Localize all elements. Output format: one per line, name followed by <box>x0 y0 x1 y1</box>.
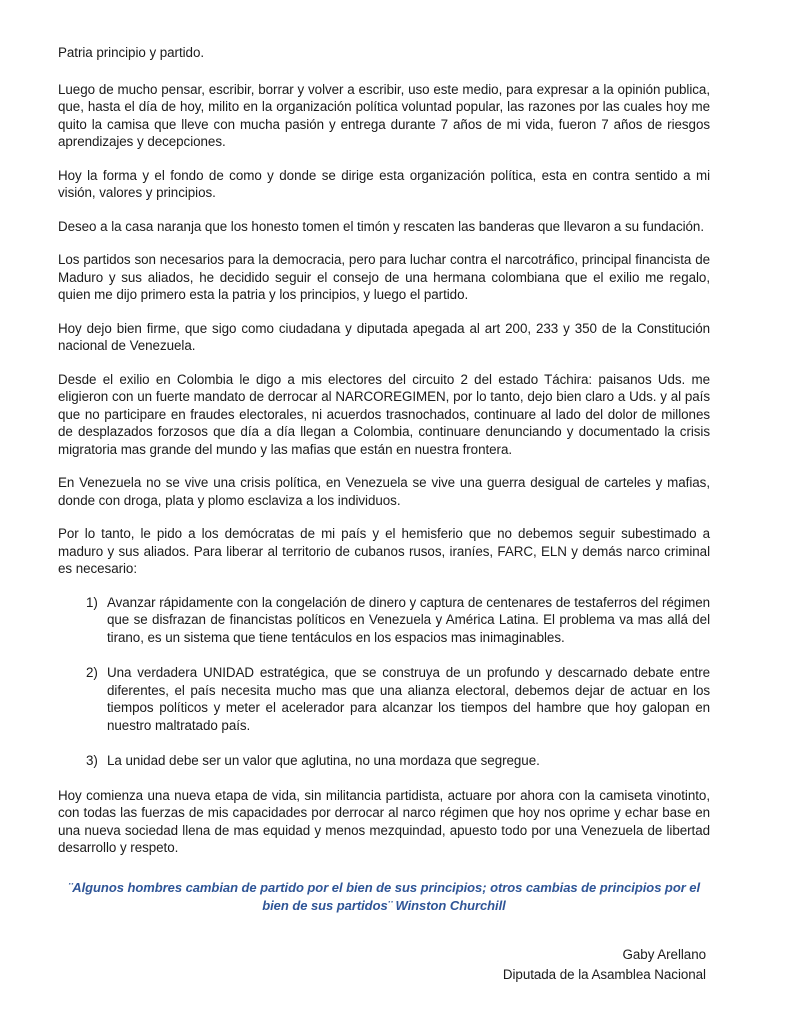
letter-paragraph: Hoy dejo bien firme, que sigo como ciudadana y diputada apegada al art 200, 233 y 350 de la Constitución nacional de Venezuela. <box>58 320 710 353</box>
list-item-text: La unidad debe ser un valor que aglutina, no una mordaza que segregue. <box>107 753 540 768</box>
letter-page <box>58 44 710 985</box>
letter-paragraph: Por lo tanto, le pido a los demócratas de mi país y el hemisferio que no debemos seguir subestimado a maduro y sus aliados. Para liberar al territorio de cubanos rusos, iraníes, FARC, ELN y demás narco criminal es necesario: <box>58 526 710 576</box>
signature-title: Diputada de la Asamblea Nacional <box>502 966 706 982</box>
letter-paragraph: Desde el exilio en Colombia le digo a mis electores del circuito 2 del estado Táchira: paisanos Uds. me eligieron con un fuerte mandato de derrocar al NARCOREGIMEN, por lo tanto, dejo bien claro a Uds. y al país que no participare en fraudes electorales, ni acuerdos trasnochados, continuare al lado del dolor de millones de desplazados forzosos que día a día llegan a Colombia, continuare denunciando y documentado la crisis migratoria mas grande del mundo y las mafias que están en nuestra frontera. <box>58 371 710 457</box>
letter-paragraph: Hoy la forma y el fondo de como y donde se dirige esta organización política, esta en contra sentido a mi visión, valores y principios. <box>58 167 710 200</box>
list-item <box>58 664 710 734</box>
list-item <box>58 594 710 647</box>
letter-greeting: Patria principio y partido. <box>58 45 205 60</box>
churchill-quote: ¨Algunos hombres cambian de partido por el bien de sus principios; otros cambias de principios por el bien de sus partidos¨ Winston Churchill <box>67 879 701 913</box>
list-item-number: 3) <box>86 753 98 768</box>
numbered-list <box>58 594 710 770</box>
list-item-number: 1) <box>86 594 98 610</box>
signature-name: Gaby Arellano <box>622 946 706 962</box>
letter-paragraph: En Venezuela no se vive una crisis política, en Venezuela se vive una guerra desigual de carteles y mafias, donde con droga, plata y plomo esclaviza a los individuos. <box>58 475 710 508</box>
list-item-number: 2) <box>86 665 98 680</box>
list-item-text: Avanzar rápidamente con la congelación de dinero y captura de centenares de testaferros del régimen que se disfrazan de financistas políticos en Venezuela y América Latina. El problema va mas allá del tirano, es un sistema que tiene tentáculos en los espacios mas inimaginables. <box>107 594 710 645</box>
letter-paragraph: Luego de mucho pensar, escribir, borrar y volver a escribir, uso este medio, para expresar a la opinión publica, que, hasta el día de hoy, milito en la organización política voluntad popular, las razones por las cuales hoy me quito la camisa que lleve con mucha pasión y entrega durante 7 años de mi vida, fueron 7 años de riesgos aprendizajes y decepciones. <box>58 81 710 149</box>
letter-paragraph: Los partidos son necesarios para la democracia, pero para luchar contra el narcotráfico, principal financista de Maduro y sus aliados, he decidido seguir el consejo de una hermana colombiana que el exilio me regalo, quien me dijo primero esta la patria y los principios, y luego el partido. <box>58 252 710 302</box>
letter-paragraph: Deseo a la casa naranja que los honesto tomen el timón y rescaten las banderas que llevaron a su fundación. <box>58 218 704 234</box>
signature-block <box>58 945 710 985</box>
list-item-text: Una verdadera UNIDAD estratégica, que se construya de un profundo y descarnado debate entre diferentes, el país necesita mucho mas que una alianza electoral, debemos dejar de actuar en los tiempos políticos y meter el acelerador para alcanzar los tiempos del hambre que hoy galopan en nuestro maltratado país. <box>107 665 710 733</box>
closing-paragraph: Hoy comienza una nueva etapa de vida, sin militancia partidista, actuare por ahora con la camiseta vinotinto, con todas las fuerzas de mis capacidades por derrocar al narco régimen que hoy nos oprime y echar base en una nueva sociedad llena de mas equidad y menos mezquindad, apuesto todo por una Venezuela de libertad desarrollo y respeto. <box>58 787 710 855</box>
list-item <box>58 752 710 770</box>
